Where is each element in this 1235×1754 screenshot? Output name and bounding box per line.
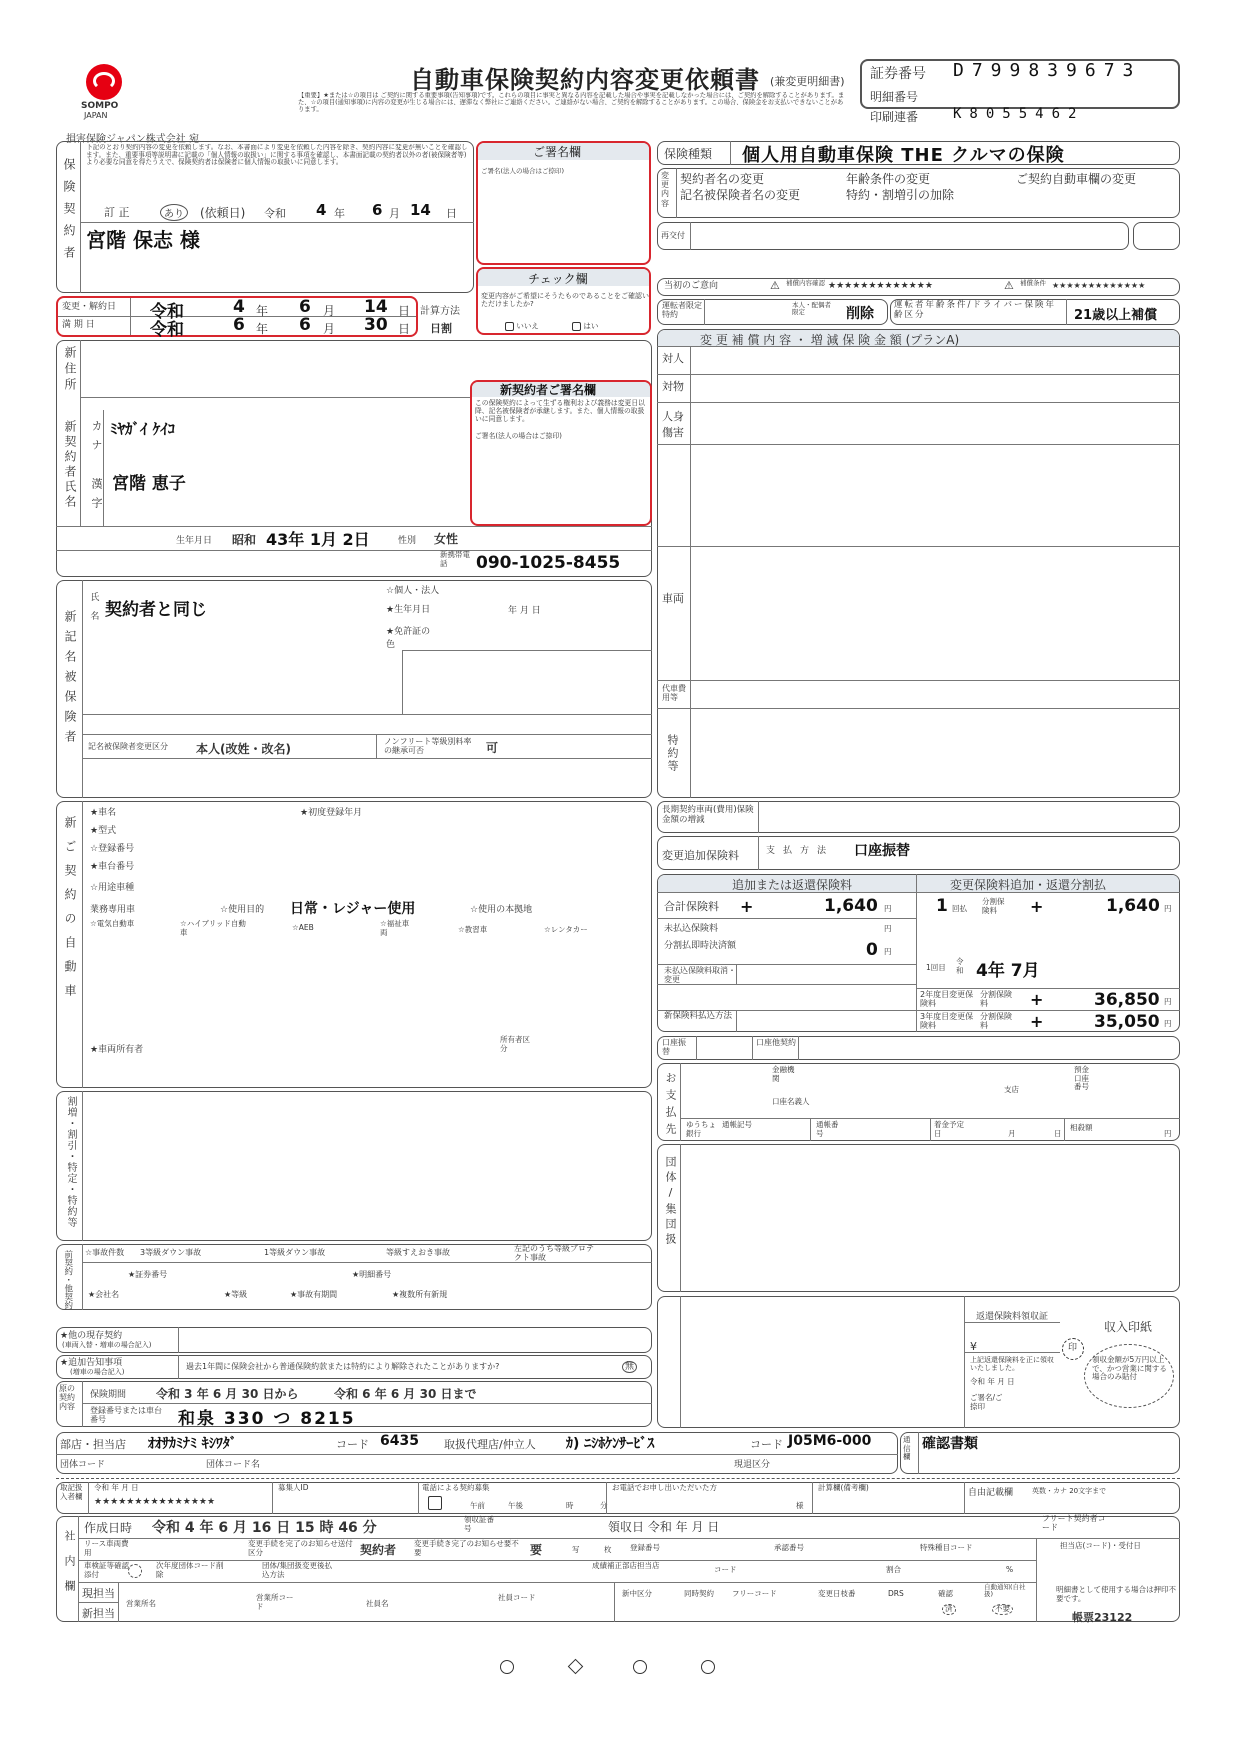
split-label: 分割払即時決済額	[664, 941, 737, 951]
year-unit: 年	[334, 207, 345, 220]
nonfleet-label: ノンフリート等級別料率の継承可否	[384, 737, 472, 756]
y2-yen: 円	[1164, 997, 1172, 1006]
contractor-intro: 下記のとおり契約内容の変更を依頼します。なお、本書面により変更を依頼した内容を除き、契約内容に変更が無いことを確認します。また、重要事項等説明書に記載の「個人情報の取扱い」に関する事項を確認し、本書面記載の契約者以外の者(被保険者等)より必要な同意を得たうえで、保険契約者は保険者に個人情報の取扱いに同意します。	[86, 144, 468, 167]
base-label: ☆使用の本拠地	[470, 905, 533, 915]
expiry-label: 満 期 日	[62, 320, 95, 330]
koza-box	[657, 1036, 1180, 1060]
unpaid-cancel-label: 未払込保険料取消・変更	[664, 966, 736, 985]
birth-era: 昭和	[232, 533, 257, 547]
auto-notice-ans[interactable]: 不要	[992, 1604, 1013, 1615]
warning-icon-2: ⚠	[1004, 279, 1014, 292]
installments: 1	[936, 896, 948, 916]
minute-label: 分	[600, 1501, 608, 1510]
unpaid-label: 未払込保険料	[664, 924, 719, 934]
receipt-seal: 印	[1068, 1343, 1078, 1353]
reg-no-label: 登録番号	[630, 1543, 660, 1552]
prev-grade: ★等級	[224, 1290, 248, 1299]
pay-label: 支払方法	[766, 846, 835, 856]
detail-fix-label: 成績補正部店担当店	[592, 1561, 660, 1570]
change-date-label: 変更・解約日	[62, 302, 117, 312]
change-month-unit: 月	[323, 304, 336, 318]
month-unit: 月	[389, 207, 400, 220]
offset-label: 相殺額	[1070, 1123, 1093, 1132]
branch-bank-label: 支店	[1004, 1085, 1019, 1094]
first-registration-label: ★初度登録年月	[300, 808, 363, 818]
request-era: 令和	[264, 207, 286, 220]
coverage-row-5: 特約等	[666, 734, 679, 773]
y2-label: 2年度目変更保険料	[920, 990, 974, 1009]
account-type-label: 預金口座番号	[1074, 1065, 1089, 1092]
group-box	[657, 1144, 1180, 1292]
free-code2-label: フリーコード	[732, 1589, 777, 1598]
receipt-date: 令和 年 月 日	[970, 1377, 1015, 1386]
new-pay-label: 新保険料払込方法	[664, 1011, 733, 1021]
morning-label: 午前	[470, 1501, 485, 1510]
notice-sent-value: 契約者	[360, 1543, 397, 1557]
staff-name-label: 営業所名	[126, 1599, 156, 1608]
change-content-label: 変更内容	[661, 171, 669, 208]
change-item-1: 年齢条件の変更	[846, 172, 931, 186]
confirm-office-ans[interactable]: 済	[942, 1604, 956, 1615]
form-number: 帳票23122	[1072, 1611, 1133, 1624]
vehicle-item-1: ★型式	[90, 826, 117, 836]
reissue-label: 再交付	[661, 231, 685, 240]
copies-label: 写	[572, 1545, 580, 1554]
reissue-extra-box	[1133, 222, 1180, 250]
check-no[interactable]: いいえ	[505, 322, 539, 331]
office-entry-side: 取記扱入者欄	[60, 1483, 83, 1501]
unpaid-yen: 円	[884, 924, 892, 933]
owner-cat-label: 所有者区分	[500, 1035, 530, 1053]
coverage-row-1: 対物	[662, 380, 684, 393]
group-section: 団体/集団扱	[664, 1156, 677, 1248]
insured-name-label: 氏名	[88, 592, 99, 630]
discount-section: 割増・割引・特定・特約等	[65, 1096, 76, 1228]
request-day: 14	[410, 201, 431, 219]
add-notice-question: 過去1年間に保険会社から普通保険約款または特約により解除されたことがありますか?	[186, 1362, 500, 1371]
expiry-day-unit: 日	[398, 322, 411, 336]
office-code-label: コード	[714, 1565, 737, 1574]
change-num-label: 変更日枝番	[818, 1589, 856, 1598]
ratio-label: 割合	[886, 1565, 901, 1574]
koza-label: 口座振替	[662, 1038, 686, 1057]
next-year-label: 次年度団体コード削除	[156, 1561, 224, 1579]
warning-stars-1: ★★★★★★★★★★★★★	[828, 281, 933, 291]
change-era: 令和	[150, 302, 184, 322]
office-section: 社内欄	[63, 1530, 76, 1605]
drs-label: DRS	[888, 1589, 904, 1598]
sex-label: 性別	[398, 536, 417, 546]
new-sign-sub: ご署名(法人の場合はご捺印)	[475, 432, 562, 440]
new-sign-title: 新契約者ご署名欄	[500, 383, 597, 397]
noskip: 等級すえおき事故	[386, 1248, 450, 1257]
request-year: 4	[316, 201, 327, 219]
group-name-label: 団体コード名	[206, 1460, 261, 1470]
receipt-no-label: 領収証番号	[464, 1515, 494, 1533]
insured-birth-label: ★生年月日	[386, 605, 431, 615]
calc-value: 日割	[430, 322, 452, 335]
warning-stars-2: ★★★★★★★★★★★★★	[1052, 281, 1146, 290]
symbol-label: 通帳記号	[722, 1120, 752, 1129]
calc-label: 計算方法	[420, 306, 460, 317]
add-notice-label: ★追加告知事項	[60, 1358, 123, 1368]
sama-label: 様	[796, 1501, 804, 1510]
correction-label: 訂 正	[104, 206, 130, 219]
lease-label: リース車両費用	[84, 1539, 129, 1557]
confirm-label: 通信欄	[903, 1435, 911, 1462]
vehicle-item-2: ☆登録番号	[90, 844, 135, 854]
print-label: 印刷連番	[870, 110, 919, 124]
change-item-3: 記名被保険者名の変更	[680, 188, 801, 202]
detail-note: 明細書として使用する場合は押印不要です。	[1056, 1585, 1176, 1603]
total-plus: +	[740, 897, 754, 916]
check-yes[interactable]: はい	[572, 322, 598, 331]
check-note: 変更内容がご希望にそうたものであることをご確認いただけましたか?	[481, 292, 649, 309]
expiry-year-unit: 年	[256, 322, 269, 336]
driver-age-value: 21歳以上補償	[1074, 308, 1158, 323]
insured-birth-ymd: 年 月 日	[508, 606, 541, 616]
down3: 3等級ダウン事故	[140, 1248, 202, 1257]
signature-title: ご署名欄	[533, 145, 582, 159]
orig-contract-label: 原の契約内容	[59, 1384, 75, 1412]
y2-sub: 分割保険料	[980, 990, 1012, 1009]
change-year: 4	[233, 297, 245, 317]
new-mid-label: 新中区分	[622, 1589, 652, 1598]
premium-head-right: 変更保険料追加・返還分割払	[950, 878, 1107, 892]
orig-reg-label: 登録番号または車台番号	[90, 1406, 162, 1425]
kana-label: カナ	[90, 420, 103, 458]
change-month: 6	[299, 297, 311, 317]
special-code-label: 特殊種目コード	[920, 1543, 973, 1552]
stamp-label: 収入印紙	[1104, 1320, 1153, 1334]
brand-name: SOMPO	[81, 101, 119, 111]
owner-label: ★車両所有者	[90, 1045, 144, 1055]
approval-no-label: 承認番号	[774, 1543, 804, 1552]
phone-name-label: お電話でお申し出いただいた方	[612, 1483, 717, 1492]
koza-other-label: 口座他契約	[756, 1038, 796, 1047]
discount-box	[56, 1091, 652, 1241]
vehicle-item-3: ★車台番号	[90, 862, 135, 872]
school-label: ☆教習車	[458, 925, 488, 934]
driver-limit-value: 削除	[846, 306, 874, 322]
welfare-label: ☆福祉車両	[380, 919, 410, 937]
copies-unit: 枚	[604, 1545, 612, 1554]
warning-1: 補償内容確認	[786, 279, 825, 287]
registration-mark-circle-3	[701, 1660, 715, 1674]
notice-sent-label: 変更手続を完了のお知らせ送付区分	[248, 1539, 353, 1557]
created-label: 作成日時	[84, 1521, 133, 1535]
registration-mark-circle-1	[500, 1660, 514, 1674]
premium-head-left: 追加または返還保険料	[732, 878, 853, 892]
split-prem-label: 分割保険料	[982, 897, 1005, 915]
long-term-label: 長期契約車両(費用)保険金額の増減	[662, 805, 754, 825]
expiry-year: 6	[233, 315, 245, 335]
y3-label: 3年度目変更保険料	[920, 1012, 974, 1031]
notice-req-label: 変更手続き完了のお知らせ要不要	[414, 1539, 519, 1557]
number-label: 通帳番号	[816, 1120, 839, 1138]
contractor-name: 宮階 保志 様	[86, 228, 200, 252]
free-field-note: 英数・カナ 20文字まで	[1032, 1487, 1107, 1495]
brand-sub: JAPAN	[84, 111, 108, 120]
change-day-unit: 日	[398, 304, 411, 318]
y2-plus: +	[1030, 990, 1044, 1009]
vehicle-box	[56, 801, 652, 1088]
staff-now-label: 現担当	[82, 1587, 115, 1600]
driver-age-label: 運転者年齢条件/ドライバー保険年齢区分	[894, 300, 1056, 320]
detail-label: 明細番号	[870, 90, 919, 104]
birth-label: 生年月日	[176, 536, 213, 546]
staff-new-label: 新担当	[82, 1607, 115, 1620]
cert-label: 証券番号	[870, 66, 926, 82]
rental-label: ☆レンタカー	[544, 925, 588, 934]
prev-detail: ★明細番号	[352, 1270, 392, 1279]
add-notice-sub: (増車の場合記入)	[70, 1368, 125, 1376]
prev-period: ★事故有期間	[290, 1290, 338, 1299]
free-code-label: フリート契約者コード	[1042, 1514, 1106, 1533]
footer-stars: ★★★★★★★★★★★★★★★	[94, 1497, 216, 1507]
protect: 左記のうち等級プロテクト事故	[514, 1244, 594, 1263]
notice-req-value: 要	[530, 1543, 543, 1557]
coverage-row-3: 車両	[662, 592, 684, 605]
vehicle-item-4: ☆用途車種	[90, 883, 135, 893]
split-value: 0	[866, 940, 878, 960]
first-label: 1回目	[926, 963, 946, 972]
vehicle-section: 新ご契約の自動車	[63, 816, 77, 1008]
phone-value: 090-1025-8455	[476, 553, 621, 573]
orig-reg-value: 和泉 330 つ 8215	[178, 1409, 356, 1429]
prev-section: 前契約・他契約	[62, 1250, 73, 1310]
expiry-day: 30	[364, 315, 388, 335]
kanji-label: 漢字	[90, 478, 103, 516]
y3-yen: 円	[1164, 1019, 1172, 1028]
coverage-row-2: 人身傷害	[662, 410, 684, 439]
prev-multi: ★複数所有新規	[392, 1290, 448, 1299]
phone-label: 新携帯電話	[440, 550, 470, 568]
request-month: 6	[372, 201, 383, 219]
y3-value: 35,050	[1094, 1012, 1160, 1032]
branch-value: ｵｵｻｶﾐﾅﾐ ｷｼﾜﾀﾞ	[148, 1436, 237, 1452]
payment-section: お支払先	[664, 1072, 677, 1140]
payment-month: 月	[1008, 1129, 1016, 1138]
purpose-label: ☆使用目的	[220, 905, 265, 915]
y3-sub: 分割保険料	[980, 1012, 1012, 1031]
purpose-value: 日常・レジャー使用	[290, 901, 416, 917]
new-contractor-kana: ﾐﾔｶﾞｲ ｹｲｺ	[110, 420, 176, 438]
phone-contract-label: 電話による契約募集	[422, 1483, 490, 1492]
registration-mark-circle-2	[633, 1660, 647, 1674]
driver-limit-label: 運転者限定特約	[662, 301, 702, 320]
bank-label: 金融機関	[772, 1065, 795, 1083]
insurance-type-label: 保険種類	[664, 147, 713, 161]
down1: 1等級ダウン事故	[264, 1248, 326, 1257]
other-contract-box	[56, 1327, 652, 1353]
pay-value: 口座振替	[854, 843, 910, 859]
confirm-value: 確認書類	[922, 1436, 978, 1452]
accident-count: ☆事故件数	[85, 1248, 125, 1257]
employee-code-label: 社員コード	[498, 1593, 536, 1602]
doc-title-sub: (兼変更明細書)	[770, 75, 845, 88]
footer-date: 令和 年 月 日	[94, 1483, 139, 1492]
first-value: 4年 7月	[976, 961, 1040, 981]
receipt-yen: ¥	[970, 1340, 977, 1353]
branch-label: 部店・担当店	[60, 1438, 126, 1451]
phone-contract-check[interactable]	[428, 1496, 442, 1510]
check-title: チェック欄	[528, 272, 588, 286]
change-day: 14	[364, 297, 388, 317]
agent-code-label: コード	[750, 1438, 783, 1451]
day-unit: 日	[446, 207, 457, 220]
confirm-office-label: 確認	[938, 1589, 953, 1598]
coverage-row-4: 代車費用等	[662, 684, 686, 703]
total-yen: 円	[884, 904, 892, 913]
yucho-label: ゆうちょ銀行	[686, 1120, 716, 1138]
addressee: 損害保険ジャパン株式会社 宛	[66, 134, 199, 145]
agent-code-value: J05M6-000	[788, 1433, 872, 1449]
group-cat-label: 団体/集団扱変更後払込方法	[262, 1561, 333, 1579]
birth-value: 43年 1月 2日	[266, 530, 370, 549]
payment-day: 日	[1054, 1129, 1062, 1138]
doc-title: 自動車保険契約内容変更依頼書	[410, 66, 760, 94]
recruiter-label: 募集人ID	[278, 1483, 309, 1492]
insurance-type-value: 個人用自動車保険 THE クルマの保険	[742, 145, 1065, 166]
premium-add-label: 変更追加保険料	[662, 849, 739, 862]
staff-code-label: 担当店(コード)・受付日	[1060, 1541, 1141, 1550]
new-contractor-kanji: 宮階 恵子	[112, 474, 186, 494]
important-notice: 【重要】★または☆の項目は ご契約に関する重要事項(告知事項)です。これらの項目に事実と異なる内容を記載した場合や事実を記載しなかった場合には、ご契約を解除することがあります。また、☆の項目(通知事項)に内容の変更が生じる場合には、遅滞なく弊社にご連絡ください。ご連絡がない場合、ご契約を解除することがあります。この場合、保険金をお支払いできないことがあります。	[298, 92, 845, 114]
receipt-sign: ご署名/ご捺印	[970, 1393, 1003, 1411]
orig-period-to: 令和 6 年 6 月 30 日まで	[334, 1387, 477, 1401]
prev-cert: ★証券番号	[128, 1270, 168, 1279]
reissue-box	[657, 222, 1129, 250]
signature-note: ご署名(法人の場合はご捺印)	[481, 167, 565, 175]
expiry-month-unit: 月	[323, 322, 336, 336]
request-date-label: (依頼日)	[200, 206, 246, 220]
agent-label: 取扱代理店/仲立人	[444, 1438, 536, 1451]
ev-label: ☆電気自動車	[90, 919, 135, 928]
office-code2-label: 営業所コード	[256, 1593, 294, 1611]
change-item-2: ご契約自動車欄の変更	[1016, 172, 1137, 186]
receipt-title: 返還保険料領収証	[976, 1312, 1049, 1322]
first-era: 令和	[956, 957, 964, 975]
y2-value: 36,850	[1094, 990, 1160, 1010]
receipt-date-label: 領収日 令和 年 月 日	[608, 1520, 720, 1534]
installments-unit: 回払	[952, 904, 967, 913]
driver-limit-sub: 本人・配偶者限定	[792, 301, 831, 317]
sametime-label: 同時契約	[684, 1589, 714, 1598]
correction-value: あり	[160, 204, 188, 221]
warning-icon-1: ⚠	[770, 279, 780, 292]
other-contract-sub: (車両入替・増車の場合記入)	[62, 1341, 152, 1349]
auto-notice-label: 自動通知(自社扱)	[984, 1583, 1026, 1599]
expiry-month: 6	[299, 315, 311, 335]
group-code-label: 団体コード	[60, 1460, 106, 1470]
inst-plus: +	[1030, 897, 1044, 916]
stamp-note: 領収金額が5万円以上で、かつ営業に関する場合のみ貼付	[1092, 1355, 1167, 1382]
change-item-0: 契約者名の変更	[680, 172, 765, 186]
hour-label: 時	[566, 1501, 574, 1510]
inst-yen: 円	[1164, 904, 1172, 913]
free-field-label: 自由記載欄	[968, 1488, 1014, 1498]
account-holder-label: 口座名義人	[772, 1097, 810, 1106]
hybrid-label: ☆ハイブリッド自動車	[180, 919, 246, 937]
cert-number: D799839673	[953, 60, 1142, 81]
reg-cert-label: 車検証等確認添付	[84, 1561, 129, 1579]
orig-period-from: 令和 3 年 6 月 30 日から	[156, 1387, 299, 1401]
agent-value: ｶ) ﾆｼﾎｹﾝｻｰﾋﾞｽ	[566, 1436, 655, 1452]
business-label: 業務専用車	[90, 905, 136, 915]
print-number: K8055462	[953, 106, 1085, 122]
insured-name: 契約者と同じ	[105, 600, 207, 620]
add-notice-answer[interactable]: 無	[622, 1361, 637, 1373]
aeb-label: ☆AEB	[292, 923, 314, 932]
new-sign-note: この保険契約によって生ずる権利および義務は変更日以降、記名被保険者が承継します。また、個人情報の取扱いに同意します。	[475, 399, 645, 423]
company-name-label: 社員名	[366, 1599, 389, 1608]
receipt-note: 上記返還保険料を正に領収いたしました。	[970, 1356, 1054, 1373]
split-yen: 円	[884, 947, 892, 956]
new-address-label: 新住所	[63, 346, 77, 394]
registration-mark-diamond	[568, 1659, 584, 1675]
inst-value: 1,640	[1106, 896, 1160, 916]
created-value: 令和 4 年 6 月 16 日 15 時 46 分	[152, 1520, 377, 1536]
afternoon-label: 午後	[508, 1501, 523, 1510]
vehicle-item-0: ★車名	[90, 808, 117, 818]
coverage-box	[657, 329, 1180, 798]
insured-type-label: ☆個人・法人	[386, 586, 440, 596]
reg-cert-circle[interactable]	[128, 1564, 142, 1578]
coverage-row-0: 対人	[662, 352, 684, 365]
contractor-section-label: 保険契約者	[62, 158, 76, 268]
new-contractor-name-label: 新契約者氏名	[63, 420, 77, 510]
prev-company: ★会社名	[88, 1290, 120, 1299]
sompo-logo	[86, 64, 122, 100]
code-value: 6435	[380, 1433, 419, 1449]
change-cat-label: 記名被保険者変更区分	[88, 742, 168, 751]
warning-2: 補償条件	[1020, 279, 1046, 287]
coverage-header: 変 更 補 償 内 容 ・ 増 減 保 険 金 額 (プランA)	[700, 333, 960, 347]
total-value: 1,640	[824, 896, 878, 916]
nonfleet-value: 可	[486, 741, 499, 755]
y3-plus: +	[1030, 1012, 1044, 1031]
calc-note-label: 計算欄(備考欄)	[818, 1483, 869, 1492]
code-label: コード	[336, 1438, 369, 1451]
expiry-era: 令和	[150, 320, 184, 340]
current-cat-label: 現退区分	[734, 1460, 771, 1470]
license-label: ★免許証の色	[386, 627, 431, 650]
change-year-unit: 年	[256, 304, 269, 318]
other-contract-label: ★他の現存契約	[60, 1331, 123, 1341]
first-intent: 当初のご意向	[664, 281, 719, 291]
scheduled-label: 着金予定日	[934, 1120, 964, 1138]
change-cat-value: 本人(改姓・改名)	[196, 742, 291, 756]
change-item-4: 特約・割増引の加除	[846, 188, 955, 202]
percent-label: %	[1006, 1565, 1014, 1574]
total-label: 合計保険料	[664, 900, 719, 913]
offset-yen: 円	[1164, 1129, 1172, 1138]
insured-section: 新記名被保険者	[63, 610, 77, 750]
sex-value: 女性	[434, 532, 459, 546]
orig-period-label: 保険期間	[90, 1390, 127, 1400]
